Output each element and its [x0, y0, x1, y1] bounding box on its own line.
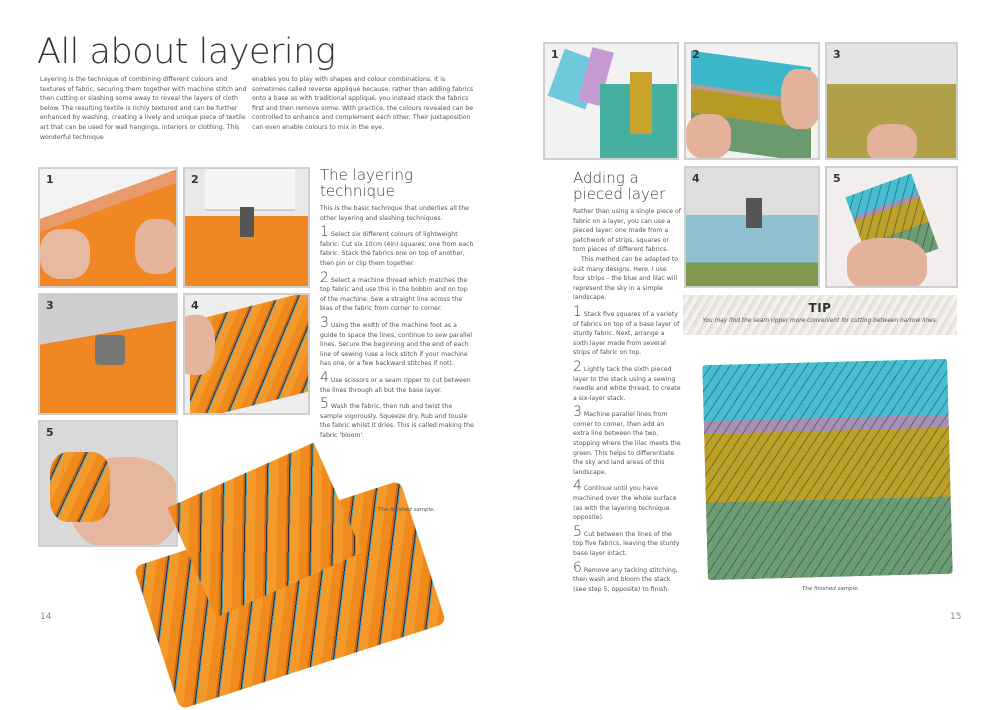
step-number: 2: [320, 269, 329, 286]
step-text: Lightly tack the sixth pieced layer to the stack using a sewing needle and white thread, to create a six-layer stack.: [573, 365, 681, 402]
pieced-step-photo-1: [543, 42, 679, 160]
step-number: 5: [573, 523, 582, 540]
step-photo-4: [183, 293, 310, 415]
step-text: Continue until you have machined over the whole surface (as with the layering technique opposite).: [573, 485, 677, 522]
step-item: [573, 523, 681, 559]
step-text: Using the width of the machine foot as a guide to space the lines, continue to sew parallel lines. Secure the beginning and the end of each line of sewing (use a lock stitch if your machine has one, or a few backward stitches if not).: [320, 321, 473, 368]
page-title: All about layering: [37, 32, 336, 72]
finished-caption-right: The finished sample.: [802, 586, 860, 592]
hand-shape: [781, 69, 820, 129]
tip-title: TIP: [808, 301, 832, 315]
presser-foot-shape: [746, 198, 762, 228]
step-number: 3: [320, 314, 329, 331]
photo-number: 1: [551, 48, 559, 61]
step-text: Cut between the lines of the top five fabrics, leaving the sturdy base layer intact.: [573, 530, 680, 557]
photo-number: 5: [833, 172, 841, 185]
step-text: Stack five squares of a variety of fabrics on top of a base layer of sturdy fabric. Next, arrange a sixth layer made from several strips of fabric on top.: [573, 310, 680, 357]
page-number-left: 14: [40, 612, 52, 622]
section-heading: [573, 170, 681, 202]
step-item: [320, 314, 475, 369]
step-item: [573, 559, 681, 595]
page-number-right: 15: [950, 612, 962, 622]
pieced-layer-section: [573, 170, 681, 594]
layering-technique-section: [320, 167, 475, 440]
hand-shape: [686, 114, 731, 159]
section-intro: This is the basic technique that underlies all the other layering and slashing techniques.: [320, 205, 469, 222]
heading-line: technique: [320, 182, 395, 200]
section-intro: Rather than using a single piece of fabric on a layer, you can use a pieced layer: one made from a patchwork of strips, squares or torn pieces of different fabrics.: [573, 208, 681, 254]
tip-box: [683, 295, 957, 335]
step-item: [573, 358, 681, 403]
step-photo-1: [38, 167, 178, 288]
finished-caption-left: The finished sample.: [378, 507, 436, 513]
heading-line: pieced layer: [573, 185, 666, 203]
step-number: 4: [320, 369, 329, 386]
intro-paragraph-col1: Layering is the technique of combining different colours and textures of fabric, securing them together with machine stitch and then cutting or slashing some away to reveal the layers of cloth below. The resulting textile is richly textured and can be further enhanced by washing, creating a lively and unique piece of textile art that can be used for wall hangings, interiors or clothing. This wonderful technique: [40, 76, 247, 141]
pieced-step-photo-5: [825, 166, 958, 288]
step-text: Select six different colours of lightweight fabric. Cut six 10cm (4in) squares; one from each fabric. Stack the fabrics one on top of another, then pin or clip them together.: [320, 231, 474, 267]
photo-number: 2: [191, 173, 199, 186]
step-number: 4: [573, 478, 582, 495]
section-heading: [320, 167, 475, 199]
step-item: [573, 478, 681, 522]
presser-foot-shape: [240, 207, 254, 237]
pieced-step-photo-3: [825, 42, 958, 160]
photo-number: 4: [191, 299, 199, 312]
step-number: 5: [320, 396, 329, 413]
step-item: [320, 369, 475, 395]
photo-number: 2: [692, 48, 700, 61]
step-photo-3: [38, 293, 178, 415]
step-item: [573, 404, 681, 477]
finished-sample-landscape: [702, 359, 953, 580]
step-photo-5: [38, 420, 178, 547]
photo-number: 3: [46, 299, 54, 312]
section-intro-2: This method can be adapted to suit many designs. Here, I use four strips – the blue and lilac will represent the sky in a simple landscape.: [573, 255, 679, 302]
step-text: Remove any tacking stitching, then wash and bloom the stack (see step 5, opposite) to finish.: [573, 566, 678, 593]
step-number: 1: [320, 224, 329, 241]
photo-number: 5: [46, 426, 54, 439]
step-item: [320, 224, 475, 268]
hand-shape: [183, 315, 215, 375]
step-number: 3: [573, 404, 582, 421]
fabric-shape: [50, 452, 110, 522]
hand-shape: [40, 229, 90, 279]
step-photo-2: [183, 167, 310, 288]
step-item: [320, 396, 475, 440]
step-text: Select a machine thread which matches the top fabric and use this in the bobbin and on top of the machine. Sew a straight line across the bias of the fabric from corner to corner.: [320, 276, 468, 313]
step-item: [573, 303, 681, 358]
pieced-step-photo-2: [684, 42, 820, 160]
photo-number: 3: [833, 48, 841, 61]
pieced-step-photo-4: [684, 166, 820, 288]
hand-shape: [867, 124, 917, 160]
step-number: 1: [573, 303, 582, 320]
presser-foot-shape: [95, 335, 125, 365]
hand-shape: [847, 238, 927, 288]
step-number: 6: [573, 559, 582, 576]
sewing-machine-shape: [205, 169, 295, 211]
hand-shape: [135, 219, 178, 274]
step-number: 2: [573, 358, 582, 375]
step-text: Machine parallel lines from corner to corner, then add an extra line between the two, stopping where the lilac meets the green. This helps to differentiate the sky and land areas of this landscape.: [573, 411, 681, 476]
gold-strip-shape: [630, 72, 652, 134]
photo-number: 1: [46, 173, 54, 186]
step-text: Use scissors or a seam ripper to cut between the lines through all but the base layer.: [320, 376, 471, 394]
tip-text: You may find the seam ripper more convenient for cutting between narrow lines.: [702, 318, 938, 324]
heading-line: The layering: [320, 166, 413, 184]
step-text: Wash the fabric, then rub and twist the sample vigorously. Squeeze dry. Rub and tousle the fabric whilst it dries. This is called making the fabric 'bloom'.: [320, 403, 474, 439]
heading-line: Adding a: [573, 169, 639, 187]
step-item: [320, 269, 475, 314]
photo-number: 4: [692, 172, 700, 185]
intro-paragraph-col2: enables you to play with shapes and colour combinations. It is sometimes called reverse appliqué because, rather than adding fabrics onto a base as with traditional appliqué, you instead stack the fabrics first and then remove some. With practice, the colours revealed can be controlled to enhance and complement each other. Their juxtaposition can even enable colours to mix in the eye.: [252, 76, 474, 131]
